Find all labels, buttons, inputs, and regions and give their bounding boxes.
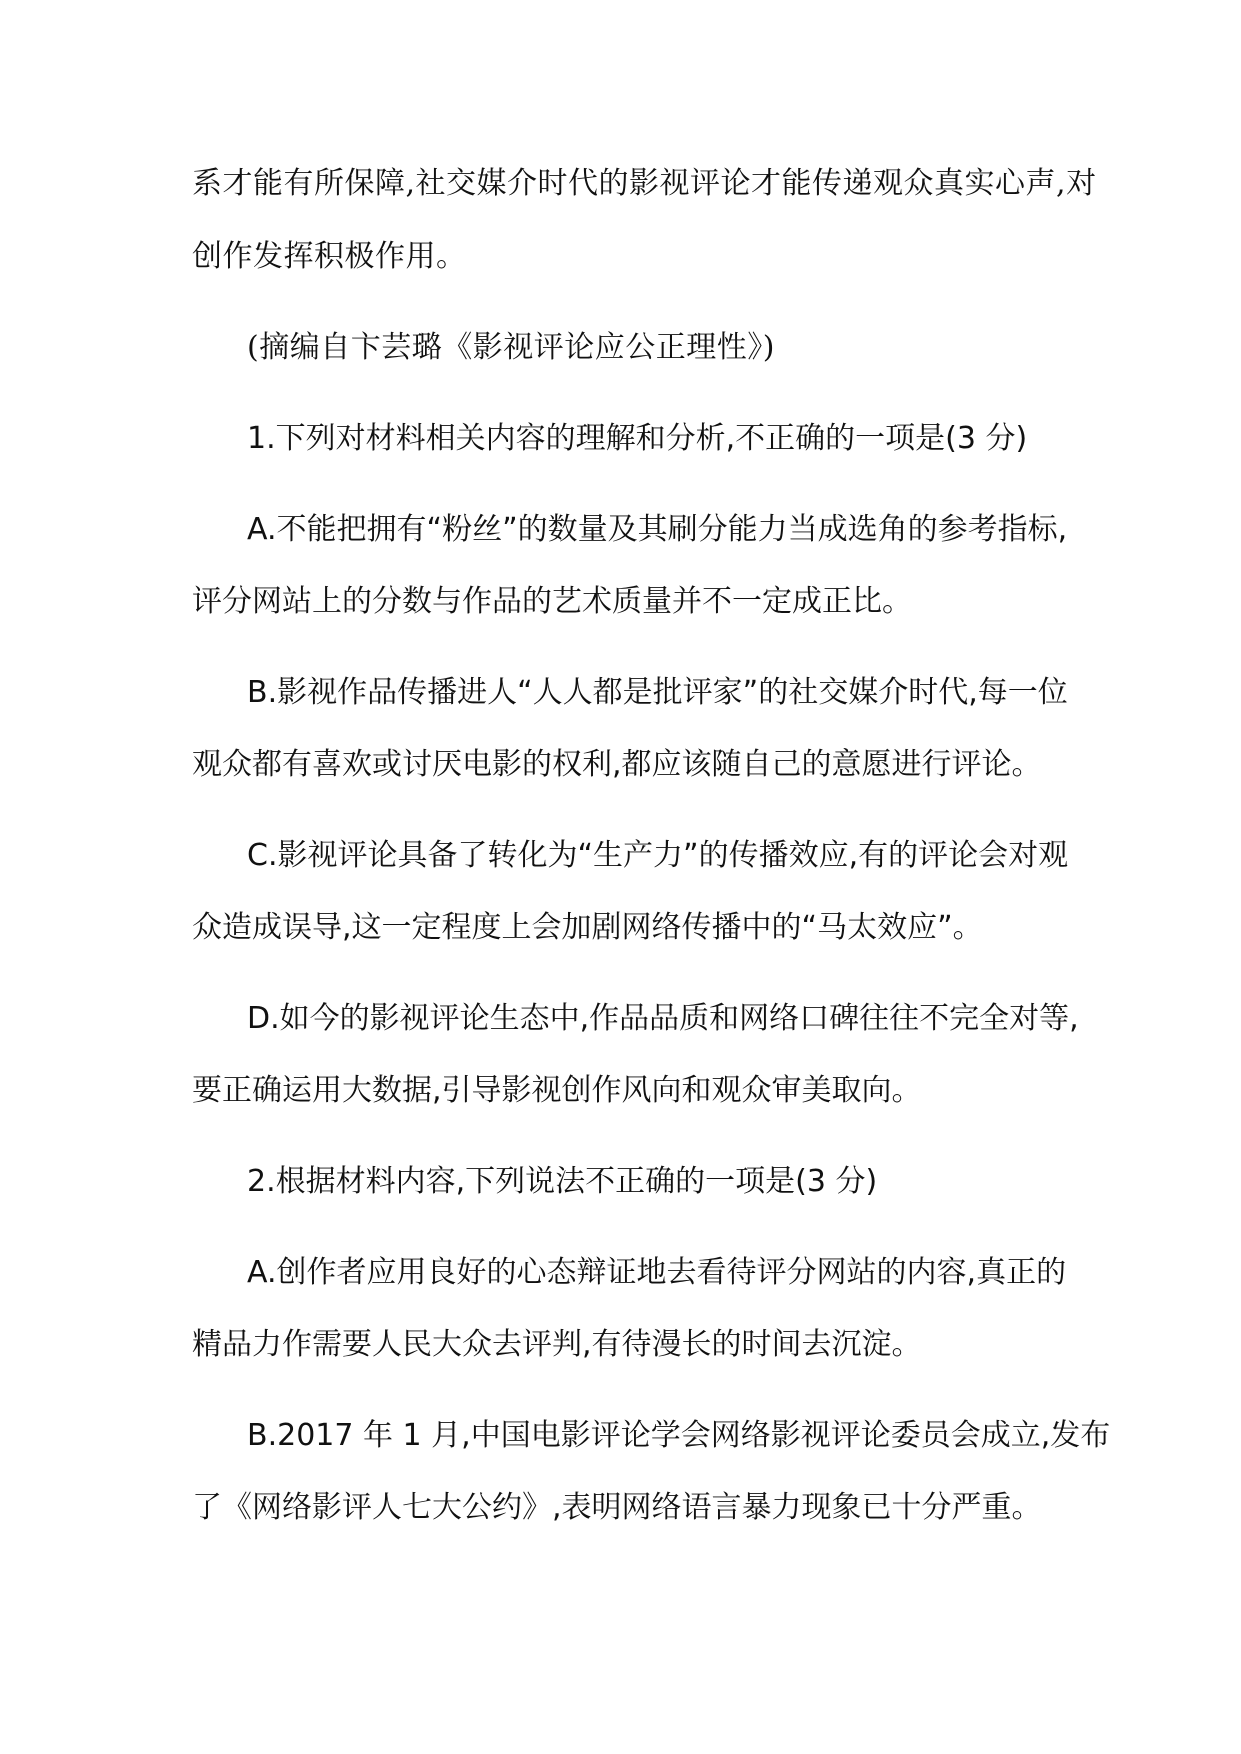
question-2-option-b-cont: 了《网络影评人七大公约》,表明网络语言暴力现象已十分严重。: [192, 1490, 1042, 1525]
question-1-option-a: A.不能把拥有“粉丝”的数量及其刷分能力当成选角的参考指标,: [247, 512, 1068, 547]
source-citation: (摘编自卞芸璐《影视评论应公正理性》): [247, 330, 775, 365]
question-1-option-b: B.影视作品传播进人“人人都是批评家”的社交媒介时代,每一位: [247, 675, 1068, 710]
paragraph-line: 创作发挥积极作用。: [192, 239, 467, 274]
question-1-option-d: D.如今的影视评论生态中,作品品质和网络口碑往往不完全对等,: [247, 1001, 1079, 1036]
question-2-stem: 2.根据材料内容,下列说法不正确的一项是(3 分): [247, 1164, 878, 1199]
question-2-option-a-cont: 精品力作需要人民大众去评判,有待漫长的时间去沉淀。: [192, 1327, 922, 1362]
question-1-option-c-cont: 众造成误导,这一定程度上会加剧网络传播中的“马太效应”。: [192, 910, 983, 945]
question-1-option-a-cont: 评分网站上的分数与作品的艺术质量并不一定成正比。: [192, 584, 912, 619]
question-1-stem: 1.下列对材料相关内容的理解和分析,不正确的一项是(3 分): [247, 421, 1028, 456]
question-1-option-d-cont: 要正确运用大数据,引导影视创作风向和观众审美取向。: [192, 1073, 922, 1108]
paragraph-line: 系才能有所保障,社交媒介时代的影视评论才能传递观众真实心声,对: [192, 166, 1097, 201]
question-2-option-a: A.创作者应用良好的心态辩证地去看待评分网站的内容,真正的: [247, 1255, 1067, 1290]
question-1-option-b-cont: 观众都有喜欢或讨厌电影的权利,都应该随自己的意愿进行评论。: [192, 747, 1042, 782]
question-2-option-b: B.2017 年 1 月,中国电影评论学会网络影视评论委员会成立,发布: [247, 1418, 1111, 1453]
question-1-option-c: C.影视评论具备了转化为“生产力”的传播效应,有的评论会对观: [247, 838, 1069, 873]
